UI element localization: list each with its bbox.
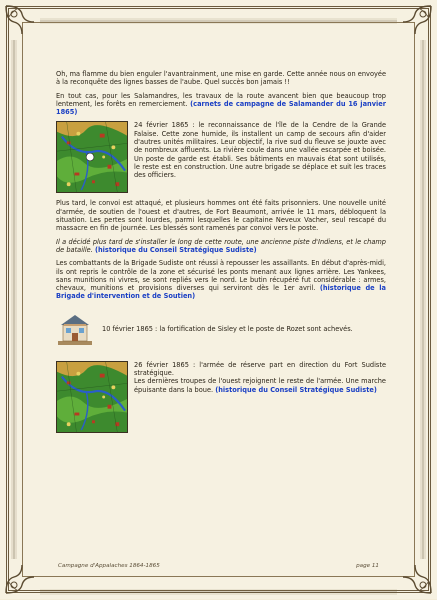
intro-paragraph-2: En tout cas, pour les Salamandres, les travaux de la route avancent bien que beaucoup trop lentement, les forêts en remerciement. (carnets de campagne de Salamander du 16 janvier 1865) <box>56 91 386 117</box>
intro-paragraph: Oh, ma flamme du bien enguler l'avantrainment, une mise en garde. Cette année nous on envoyée à la reconquête des lignes basses de l'aube. Quel succès bon jamais !! <box>56 70 386 87</box>
page-number: page 11 <box>356 563 379 569</box>
entry-continuation: Plus tard, le convoi est attaqué, et plusieurs hommes ont été faits prisonniers. Une nouvelle unité d'armée, de soutien de l'ouest et d'autres, de Fort Beaumont, arrivée le 11 mars, débloquent la situation. Les pertes sont lourdes, parmi lesquelles le capitaine Neveux Vacher, seul rescapé du massacre en fin de journée. Les blessés sont ramenés par convoi vers le poste. <box>56 199 386 233</box>
entry-block-2: Les combattants de la Brigade Sudiste ont réussi à repousser les assaillants. En début d'après-midi, ils ont repris le contrôle de la zone et sécurisé les ponts menant aux lignes arrière. Les Yankees, sans munitions ni vivres, se sont repliés vers le nord. Le butin récupéré fut considérable : armes, chevaux, munitions et provisions diverses qui serviront dès le 1er avril. (historique de la Brigade d'intervention et de Soutien) <box>56 259 386 301</box>
entry-block-1 <box>56 121 386 193</box>
corner-ornament-icon <box>4 561 38 595</box>
corner-ornament-icon <box>4 4 38 38</box>
source-link[interactable]: (historique du Conseil Stratégique Sudiste) <box>94 245 257 254</box>
corner-ornament-icon <box>399 4 433 38</box>
page-footer <box>58 563 379 569</box>
map-thumbnail[interactable] <box>56 361 128 433</box>
footer-title: Campagne d'Appalaches 1864-1865 <box>58 563 160 569</box>
entry-note: Il a décidé plus tard de s'installer le long de cette route, une ancienne piste d'Indiens, et le champ de bataille. (historique du Conseil Stratégique Sudiste) <box>56 237 386 254</box>
left-border-ornament <box>10 40 18 559</box>
corner-ornament-icon <box>399 561 433 595</box>
source-link[interactable]: (historique de la Brigade d'intervention et de Soutien) <box>56 284 386 301</box>
house-icon <box>56 311 94 347</box>
source-link[interactable]: (historique du Conseil Stratégique Sudiste) <box>215 385 377 394</box>
source-link[interactable]: (carnets de campagne de Salamander du 16 janvier 1865) <box>56 99 386 117</box>
entry-text: 26 février 1865 : l'armée de réserve part en direction du Fort Sudiste stratégique. Les dernières troupes de l'ouest rejoignent le reste de l'armée. Une marche épuisante dans la boue. (historique du Conseil Stratégique Sudiste) <box>134 360 386 394</box>
main-content <box>56 70 386 439</box>
entry-text: 24 février 1865 : le reconnaissance de l'île de la Cendre de la Grande Falaise. Cette zone humide, ils installent un camp de secours afin d'aider d'autres unités militaires. Leur objectif, la rive sud du fleuve se jouxte avec de nombreux affluents. La rivière coule dans une vallée escarpée et boisée. Un poste de garde est établi. Ses bâtiments en mauvais état sont utilisés, le reste est en construction. Une autre brigade se déplace et suit les traces des officiers. <box>134 121 386 180</box>
top-border-ornament <box>40 10 397 18</box>
entry-block-4 <box>56 361 386 433</box>
bottom-border-ornament <box>40 581 397 589</box>
right-border-ornament <box>419 40 427 559</box>
entry-block-3 <box>56 311 386 347</box>
entry-text: 10 février 1865 : la fortification de Sisley et le poste de Rozet sont achevés. <box>102 324 353 333</box>
map-thumbnail[interactable] <box>56 121 128 193</box>
